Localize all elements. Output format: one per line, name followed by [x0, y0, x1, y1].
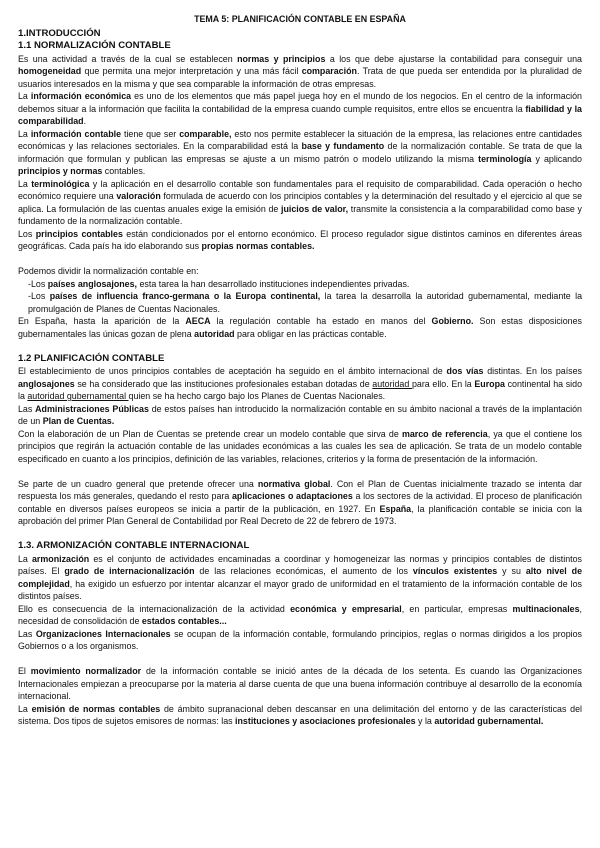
text-run: que permita una mejor interpretación y una más fácil: [81, 66, 302, 76]
paragraph: [18, 53, 582, 91]
heading-armonizacion: 1.3. ARMONIZACIÓN CONTABLE INTERNACIONAL: [18, 540, 250, 551]
bold-text: normativa global: [257, 478, 331, 489]
paragraph: [18, 315, 582, 340]
bold-text: comparable,: [179, 128, 232, 139]
paragraph: [18, 478, 582, 528]
text-run: -Los: [28, 278, 48, 289]
text-run: a los sectores de la actividad. El proceso de planificación contable en diversos países europeos se inicia a partir de la publicación, en 1927. En: [18, 491, 582, 514]
text-run: Se parte de un cuadro general que pretende ofrecer una: [18, 478, 258, 489]
bold-text: terminológica: [31, 178, 90, 189]
bold-text: principios y normas: [18, 166, 103, 176]
text-run: transmite la consistencia a la comparabilidad como base y fundamento de la normalización contable.: [18, 203, 582, 226]
text-run: El establecimiento de unos principios contables de aceptación ha seguido en el ámbito internacional de: [18, 366, 447, 376]
text-run: se ocupan de la información contable, formulando principios, reglas o normas dirigidos a los propios Gobiernos o a los organismos.: [18, 628, 582, 651]
text-run: . Trata de que pueda ser entendida por la pluralidad de usuarios interesados en la misma y que sea comparable la información de otras empresas.: [18, 66, 582, 89]
bold-text: Gobierno.: [431, 316, 474, 326]
text-run: de ámbito supranacional deben descansar en una delimitación del entorno y de las características del sistema. Dos tipos de sujetos emisores de normas: las: [18, 703, 583, 726]
paragraph: [18, 365, 582, 403]
bold-text: principios contables: [35, 228, 123, 239]
text-run: Con la elaboración de un Plan de Cuentas se pretende crear un modelo contable que sirva de: [18, 428, 402, 439]
text-run: La: [18, 91, 31, 101]
paragraph: [18, 703, 582, 728]
underlined-text: autoridad gubernamental: [27, 391, 129, 401]
text-run: Ello es consecuencia de la internacionalización de la actividad: [18, 603, 291, 614]
bold-text: juicios de valor,: [281, 203, 349, 214]
text-run: para ello. En la: [411, 378, 475, 389]
text-run: La: [18, 553, 32, 564]
bold-text: anglosajones: [18, 378, 75, 389]
bold-text: estados contables...: [141, 616, 227, 626]
bold-text: Plan de Cuentas.: [42, 416, 115, 426]
paragraph: [18, 665, 582, 703]
bold-text: instituciones y asociaciones profesionales: [235, 716, 416, 726]
text-run: El: [18, 666, 31, 676]
bold-text: normas y principios: [237, 53, 326, 64]
text-run: , ha exigido un esfuerzo por intentar alcanzar el mayor grado de uniformidad en el tratamiento de la información contable de los distintos países.: [18, 578, 582, 601]
text-run: , necesidad de consolidación de: [18, 603, 582, 626]
text-run: de la normalización contable. Se trata de que la información que formulan y publican las empresas se ajuste a un mismo patrón o modelo utilizando la misma: [18, 141, 582, 164]
bold-text: Administraciones Públicas: [35, 403, 149, 414]
text-run: esto nos permite establecer la situación de la empresa, las relaciones entre cantidades económicas y las relaciones sectoriales. En la comparabilidad está la: [18, 128, 582, 151]
spacer: [18, 653, 582, 666]
bold-text: aplicaciones o adaptaciones: [231, 491, 353, 501]
text-run: la tarea la desarrolla la autoridad gubernamental, mediante la promulgación de Planes de Cuentas Nacionales.: [28, 291, 583, 314]
bold-text: autoridad: [194, 328, 235, 339]
bold-text: homogeneidad: [18, 66, 82, 76]
text-run: de estos países han introducido la normalización contable en su ámbito nacional a través de la implantación de un: [18, 403, 582, 426]
paragraph: [18, 178, 582, 228]
bold-text: vínculos existentes: [412, 566, 498, 576]
text-run: -Los: [28, 291, 50, 301]
text-run: es uno de los elementos que más papel juega hoy en el mundo de los negocios. En el centro de la información debemos situar a la información que facilita la contabilidad de la empresa cuando cumple requisitos, entre ellos se encuentra la: [18, 91, 582, 114]
bold-text: España: [379, 503, 412, 514]
bold-text: multinacionales: [512, 603, 580, 614]
text-run: Las: [18, 628, 36, 639]
text-run: y su: [497, 566, 526, 576]
bold-text: alto nivel de complejidad: [18, 566, 583, 589]
list-item: [18, 278, 582, 291]
bold-text: movimiento normalizador: [30, 666, 142, 676]
bold-text: Europa: [474, 378, 505, 389]
text-run: de la información contable se inició antes de la década de los setenta. Es cuando las Organizaciones Internacionales empiezan a preocuparse por la materia al darse cuenta de que una buena información contribuye al desarrollo de la economía internacional.: [18, 666, 582, 701]
heading-normalizacion: 1.1 NORMALIZACIÓN CONTABLE: [18, 40, 171, 51]
text-run: La: [18, 128, 31, 139]
bold-text: AECA: [185, 316, 211, 326]
text-run: se ha considerado que las instituciones profesionales estaban dotadas de: [74, 378, 373, 389]
underlined-text: autoridad: [372, 378, 412, 389]
text-run: , en particular, empresas: [401, 603, 513, 614]
paragraph: [18, 228, 582, 253]
spacer: [18, 253, 582, 266]
text-run: formulada de acuerdo con los principios contables y la determinación del resultado y el ejercicio al que se aplica. La formulación de las cuentas anuales exige la emisión de: [18, 191, 583, 214]
text-run: tiene que ser: [121, 128, 180, 139]
text-run: y aplicando: [531, 153, 582, 164]
text-run: distintas. En los países: [483, 366, 582, 376]
text-run: , la planificación contable se inicia con la aprobación del primer Plan General de Contabilidad por Real Decreto de 22 de febrero de 1973.: [18, 503, 582, 526]
text-run: En España, hasta la aparición de la: [18, 316, 186, 326]
text-run: La: [18, 178, 32, 189]
text-run: .: [83, 116, 87, 126]
heading-introduccion: 1.INTRODUCCIÓN: [18, 27, 101, 39]
bold-text: económica y empresarial: [290, 603, 402, 614]
bold-text: países de influencia franco-germana o la Europa continental,: [49, 291, 321, 301]
text-run: continental ha sido la: [18, 378, 583, 401]
bold-text: dos vías: [446, 366, 484, 376]
text-run: , ya que el contiene los principios que regirán la actuación contable de las unidades económicas a las cuales les sea de aplicación. Se trata de un modelo contable especificado en cuanto a los principios, definición de las variables, relaciones, criterios y la forma de presentación de la información.: [18, 428, 582, 464]
bold-text: comparación: [301, 66, 357, 76]
bold-text: base y fundamento: [301, 141, 385, 151]
text-run: de las relaciones económicas, el aumento de los: [194, 566, 413, 576]
spacer: [18, 528, 582, 541]
text-run: la regulación contable ha estado en manos del: [210, 316, 432, 326]
text-run: a los que debe ajustarse la contabilidad para conseguir una: [325, 53, 582, 64]
text-run: están condicionados por el entorno económico. El proceso regulador sigue distintos caminos en diferentes áreas geográficas. Cada país ha ido elaborando sus: [18, 228, 582, 251]
paragraph: [18, 603, 582, 628]
text-run: Las: [18, 403, 36, 414]
text-run: Es una actividad a través de la cual se establecen: [18, 53, 238, 64]
bold-text: información económica: [30, 91, 132, 101]
text-run: y la aplicación en el desarrollo contable son fundamentales para el requisito de comparabilidad. Cada operación o hecho económico requiere una: [18, 178, 582, 201]
text-run: . Con el Plan de Cuentas inicialmente trazado se intenta dar respuesta los más generales, quedando el resto para: [18, 478, 582, 501]
paragraph: [18, 90, 582, 128]
text-run: es el conjunto de actividades encaminadas a coordinar y homogeneizar las normas y principios contables de distintos países. El: [18, 553, 582, 576]
text-run: quien se ha hecho cargo bajo los Planes de Cuentas Nacionales.: [128, 391, 386, 401]
heading-planificacion: 1.2 PLANIFICACIÓN CONTABLE: [18, 352, 165, 364]
bold-text: emisión de normas contables: [31, 703, 161, 714]
bold-text: Organizaciones Internacionales: [35, 628, 171, 639]
bold-text: grado de internacionalización: [64, 566, 195, 576]
bold-text: propias normas contables.: [201, 241, 315, 251]
paragraph: [18, 128, 582, 178]
bold-text: países anglosajones,: [47, 278, 138, 289]
text-run: y la: [415, 716, 435, 726]
text-run: Podemos dividir la normalización contable en:: [18, 266, 199, 276]
paragraph: [18, 553, 582, 603]
list-item: [18, 290, 582, 315]
bold-text: información contable: [30, 128, 122, 139]
bold-text: armonización: [32, 553, 90, 564]
bold-text: terminología: [478, 153, 532, 164]
paragraph: [18, 428, 582, 466]
text-run: contables.: [102, 166, 146, 176]
text-run: para obligar en las prácticas contable.: [234, 328, 387, 339]
spacer: [18, 465, 582, 478]
paragraph: [18, 403, 582, 428]
bold-text: fiabilidad y la comparabilidad: [18, 103, 582, 126]
text-run: esta tarea la han desarrollado instituciones independientes privadas.: [137, 278, 410, 289]
text-run: Los: [18, 228, 36, 239]
bold-text: marco de referencia: [401, 428, 488, 439]
bold-text: valoración: [116, 191, 161, 201]
text-run: Son estas disposiciones gubernamentales las únicas gozan de plena: [18, 316, 582, 339]
bold-text: autoridad gubernamental.: [434, 716, 544, 726]
paragraph: [18, 265, 582, 278]
text-run: La: [18, 703, 32, 714]
paragraph: [18, 628, 582, 653]
document-title: TEMA 5: PLANIFICACIÓN CONTABLE EN ESPAÑA: [194, 14, 406, 24]
spacer: [18, 340, 582, 353]
